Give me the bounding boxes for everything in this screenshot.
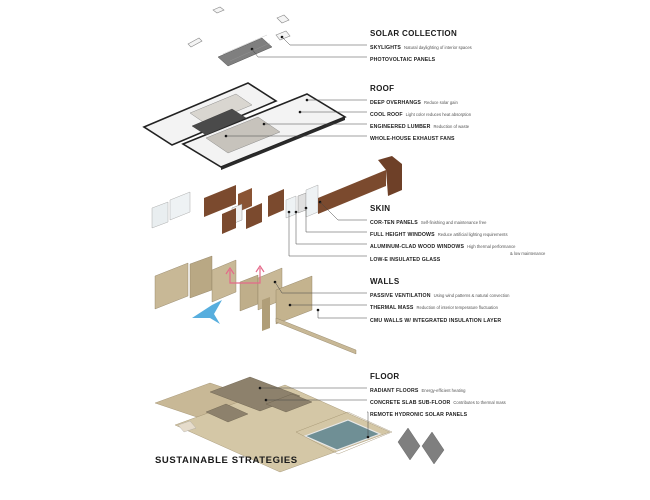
feature-name: COOL ROOF bbox=[370, 112, 403, 118]
skylight-glass bbox=[213, 7, 224, 13]
feature-name: LOW-E INSULATED GLASS bbox=[370, 257, 441, 263]
feature-exhaust-fans bbox=[370, 132, 458, 143]
skylight-glass bbox=[276, 31, 290, 40]
feature-desc: Light color reduces heat absorption bbox=[405, 112, 472, 117]
feature-name: WHOLE-HOUSE EXHAUST FANS bbox=[370, 136, 455, 142]
feature-name: PASSIVE VENTILATION bbox=[370, 293, 431, 299]
section-title-walls: WALLS bbox=[370, 277, 400, 286]
feature-name: RADIANT FLOORS bbox=[370, 388, 419, 394]
cool-air-flow bbox=[192, 300, 222, 324]
feature-name: CMU WALLS W/ INTEGRATED INSULATION LAYER bbox=[370, 318, 502, 324]
feature-desc: Reduce artificial lighting requirements bbox=[437, 232, 508, 237]
diagram-title: SUSTAINABLE STRATEGIES bbox=[155, 455, 298, 466]
feature-skylights bbox=[370, 41, 472, 52]
feature-desc: Self-finishing and maintenance free bbox=[420, 220, 487, 225]
section-title-roof: ROOF bbox=[370, 84, 395, 93]
feature-desc-line2: & low maintenance bbox=[510, 251, 546, 256]
cmu-wall bbox=[240, 275, 258, 311]
section-title-solar: SOLAR COLLECTION bbox=[370, 29, 458, 38]
feature-name: THERMAL MASS bbox=[370, 305, 414, 311]
feature-name: DEEP OVERHANGS bbox=[370, 100, 422, 106]
feature-engineered-lumber bbox=[370, 120, 469, 131]
feature-cool-roof bbox=[370, 108, 471, 119]
feature-full-height-windows bbox=[370, 228, 508, 239]
feature-name: SKYLIGHTS bbox=[370, 45, 402, 51]
feature-radiant-floors bbox=[370, 384, 465, 395]
hydronic-solar-panel bbox=[398, 428, 420, 460]
glass-panel bbox=[170, 192, 190, 220]
corten-panel bbox=[268, 189, 284, 217]
feature-desc: Reduction of waste bbox=[433, 124, 470, 129]
section-title-floor: FLOOR bbox=[370, 372, 400, 381]
glass-panel bbox=[152, 202, 168, 228]
feature-desc: Contributes to thermal mass bbox=[453, 400, 506, 405]
feature-name: CONCRETE SLAB SUB-FLOOR bbox=[370, 400, 451, 406]
feature-name: ENGINEERED LUMBER bbox=[370, 124, 431, 130]
feature-name: PHOTOVOLTAIC PANELS bbox=[370, 57, 436, 63]
feature-desc: Using wind patterns & natural convection bbox=[433, 293, 510, 298]
section-title-skin: SKIN bbox=[370, 204, 391, 213]
feature-desc: Reduce solar gain bbox=[424, 100, 458, 105]
feature-passive-ventilation bbox=[370, 289, 509, 300]
feature-corten-panels bbox=[370, 216, 486, 227]
feature-desc: Natural daylighting of interior spaces bbox=[404, 45, 472, 50]
feature-name: FULL HEIGHT WINDOWS bbox=[370, 232, 435, 238]
feature-desc: Reduction of interior temperature fluctuation bbox=[416, 305, 498, 310]
feature-cmu-walls bbox=[370, 314, 504, 325]
feature-concrete-slab bbox=[370, 396, 506, 407]
cmu-wall bbox=[155, 263, 188, 309]
hydronic-solar-panel bbox=[422, 432, 444, 464]
cmu-wall bbox=[212, 260, 236, 302]
roof-layer bbox=[144, 83, 345, 170]
feature-desc: Energy-efficient heating bbox=[421, 388, 466, 393]
skylight-glass bbox=[188, 38, 202, 47]
feature-name: ALUMINUM-CLAD WOOD WINDOWS bbox=[370, 244, 465, 250]
photovoltaic-panel-array bbox=[218, 38, 272, 66]
feature-name: REMOTE HYDRONIC SOLAR PANELS bbox=[370, 412, 468, 418]
feature-name: COR-TEN PANELS bbox=[370, 220, 418, 226]
feature-photovoltaic-panels bbox=[370, 53, 438, 64]
skin-layer bbox=[152, 156, 402, 234]
corten-panel bbox=[222, 208, 236, 234]
glass-panel bbox=[286, 196, 296, 218]
window-frame bbox=[298, 193, 306, 213]
skylight-glass bbox=[277, 15, 289, 23]
cmu-low-wall bbox=[276, 318, 356, 354]
feature-hydronic-solar-panels bbox=[370, 408, 470, 419]
cmu-wall bbox=[190, 256, 212, 298]
thermal-mass-wall bbox=[262, 297, 270, 331]
feature-deep-overhangs bbox=[370, 96, 458, 107]
feature-thermal-mass bbox=[370, 301, 498, 312]
glass-panel bbox=[306, 185, 318, 217]
feature-desc: High thermal performance bbox=[467, 244, 516, 249]
feature-low-e-glass bbox=[370, 253, 443, 264]
